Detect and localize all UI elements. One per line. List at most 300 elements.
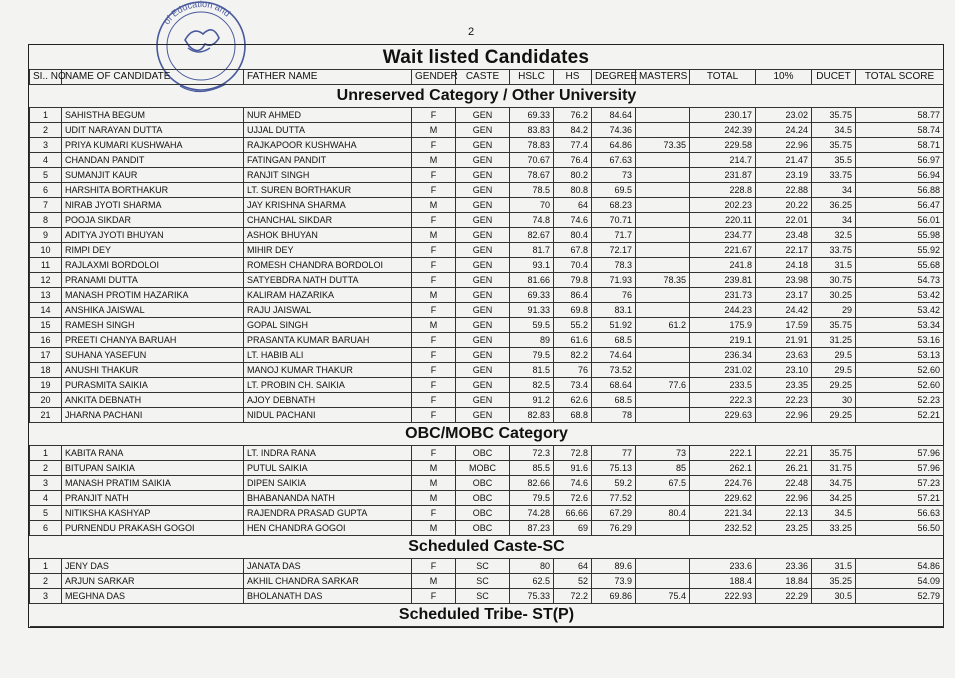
caste-cell: OBC xyxy=(456,521,510,536)
ten-percent-cell: 17.59 xyxy=(756,318,812,333)
ducet-cell: 33.75 xyxy=(812,168,856,183)
gender-cell: M xyxy=(412,461,456,476)
hslc-cell: 78.5 xyxy=(510,183,554,198)
total-score-cell: 53.42 xyxy=(856,303,944,318)
total-cell: 175.9 xyxy=(690,318,756,333)
caste-cell: OBC xyxy=(456,506,510,521)
father-name-cell: RAJKAPOOR KUSHWAHA xyxy=(244,138,412,153)
table-row xyxy=(30,408,944,423)
hslc-cell: 89 xyxy=(510,333,554,348)
caste-cell: GEN xyxy=(456,408,510,423)
table-row xyxy=(30,303,944,318)
caste-cell: GEN xyxy=(456,333,510,348)
table-row xyxy=(30,476,944,491)
caste-cell: GEN xyxy=(456,168,510,183)
total-score-cell: 56.97 xyxy=(856,153,944,168)
sl-no-cell: 2 xyxy=(30,123,62,138)
hslc-cell: 69.33 xyxy=(510,288,554,303)
masters-cell: 73.35 xyxy=(636,138,690,153)
father-name-cell: BHABANANDA NATH xyxy=(244,491,412,506)
hslc-cell: 83.83 xyxy=(510,123,554,138)
total-cell: 222.1 xyxy=(690,446,756,461)
ducet-cell: 31.5 xyxy=(812,258,856,273)
sl-no-cell: 4 xyxy=(30,491,62,506)
total-cell: 231.73 xyxy=(690,288,756,303)
candidate-name-cell: HARSHITA BORTHAKUR xyxy=(62,183,244,198)
caste-cell: MOBC xyxy=(456,461,510,476)
hs-cell: 91.6 xyxy=(554,461,592,476)
caste-cell: GEN xyxy=(456,363,510,378)
table-row xyxy=(30,363,944,378)
father-name-cell: HEN CHANDRA GOGOI xyxy=(244,521,412,536)
candidate-name-cell: PREETI CHANYA BARUAH xyxy=(62,333,244,348)
hslc-cell: 59.5 xyxy=(510,318,554,333)
hs-cell: 80.4 xyxy=(554,228,592,243)
masters-cell xyxy=(636,363,690,378)
caste-cell: OBC xyxy=(456,476,510,491)
hslc-cell: 72.3 xyxy=(510,446,554,461)
caste-cell: OBC xyxy=(456,491,510,506)
table-row xyxy=(30,198,944,213)
degree-cell: 51.92 xyxy=(592,318,636,333)
hs-cell: 84.2 xyxy=(554,123,592,138)
total-score-cell: 52.60 xyxy=(856,378,944,393)
hs-cell: 62.6 xyxy=(554,393,592,408)
total-cell: 239.81 xyxy=(690,273,756,288)
table-row xyxy=(30,243,944,258)
degree-cell: 74.36 xyxy=(592,123,636,138)
gender-cell: F xyxy=(412,363,456,378)
masters-cell xyxy=(636,521,690,536)
ten-percent-cell: 22.29 xyxy=(756,589,812,604)
candidate-name-cell: JENY DAS xyxy=(62,559,244,574)
ducet-cell: 34.75 xyxy=(812,476,856,491)
ducet-cell: 31.25 xyxy=(812,333,856,348)
gender-cell: F xyxy=(412,108,456,123)
ducet-cell: 30.25 xyxy=(812,288,856,303)
hs-cell: 82.2 xyxy=(554,348,592,363)
degree-cell: 68.64 xyxy=(592,378,636,393)
hs-cell: 70.4 xyxy=(554,258,592,273)
hs-cell: 69 xyxy=(554,521,592,536)
total-cell: 231.02 xyxy=(690,363,756,378)
ducet-cell: 33.25 xyxy=(812,521,856,536)
sl-no-cell: 19 xyxy=(30,378,62,393)
sl-no-cell: 13 xyxy=(30,288,62,303)
ten-percent-cell: 23.35 xyxy=(756,378,812,393)
candidate-name-cell: SAHISTHA BEGUM xyxy=(62,108,244,123)
ten-percent-cell: 21.91 xyxy=(756,333,812,348)
ten-percent-cell: 23.17 xyxy=(756,288,812,303)
total-score-cell: 55.92 xyxy=(856,243,944,258)
caste-cell: GEN xyxy=(456,183,510,198)
sl-no-cell: 7 xyxy=(30,198,62,213)
masters-cell xyxy=(636,333,690,348)
father-name-cell: PRASANTA KUMAR BARUAH xyxy=(244,333,412,348)
hslc-cell: 81.5 xyxy=(510,363,554,378)
sl-no-cell: 17 xyxy=(30,348,62,363)
hslc-cell: 87.23 xyxy=(510,521,554,536)
hslc-cell: 82.83 xyxy=(510,408,554,423)
ducet-cell: 35.5 xyxy=(812,153,856,168)
degree-cell: 74.64 xyxy=(592,348,636,363)
degree-cell: 68.5 xyxy=(592,393,636,408)
ducet-cell: 33.75 xyxy=(812,243,856,258)
sl-no-cell: 15 xyxy=(30,318,62,333)
hslc-cell: 80 xyxy=(510,559,554,574)
hslc-cell: 93.1 xyxy=(510,258,554,273)
gender-cell: F xyxy=(412,348,456,363)
masters-cell xyxy=(636,123,690,138)
total-cell: 188.4 xyxy=(690,574,756,589)
total-cell: 231.87 xyxy=(690,168,756,183)
hs-cell: 69.8 xyxy=(554,303,592,318)
father-name-cell: PUTUL SAIKIA xyxy=(244,461,412,476)
table-row xyxy=(30,123,944,138)
total-score-cell: 57.23 xyxy=(856,476,944,491)
ten-percent-cell: 22.01 xyxy=(756,213,812,228)
total-cell: 229.63 xyxy=(690,408,756,423)
hslc-cell: 78.67 xyxy=(510,168,554,183)
degree-cell: 68.5 xyxy=(592,333,636,348)
total-score-cell: 53.16 xyxy=(856,333,944,348)
sl-no-cell: 12 xyxy=(30,273,62,288)
col-header-sl-no: SI.. NO xyxy=(30,70,62,85)
col-header-total-score: TOTAL SCORE xyxy=(856,70,944,85)
total-cell: 224.76 xyxy=(690,476,756,491)
svg-text:of Education and xyxy=(162,0,233,26)
degree-cell: 72.17 xyxy=(592,243,636,258)
total-score-cell: 58.74 xyxy=(856,123,944,138)
waitlist-sheet xyxy=(28,44,944,628)
total-cell: 221.34 xyxy=(690,506,756,521)
total-score-cell: 54.09 xyxy=(856,574,944,589)
table-row xyxy=(30,574,944,589)
gender-cell: F xyxy=(412,408,456,423)
sl-no-cell: 16 xyxy=(30,333,62,348)
total-cell: 236.34 xyxy=(690,348,756,363)
ten-percent-cell: 22.96 xyxy=(756,138,812,153)
gender-cell: F xyxy=(412,303,456,318)
masters-cell xyxy=(636,393,690,408)
candidate-name-cell: ANSHIKA JAISWAL xyxy=(62,303,244,318)
ten-percent-cell: 23.10 xyxy=(756,363,812,378)
total-score-cell: 52.21 xyxy=(856,408,944,423)
ducet-cell: 31.5 xyxy=(812,559,856,574)
caste-cell: GEN xyxy=(456,258,510,273)
masters-cell: 61.2 xyxy=(636,318,690,333)
father-name-cell: FATINGAN PANDIT xyxy=(244,153,412,168)
caste-cell: GEN xyxy=(456,108,510,123)
page-title: Wait listed Candidates xyxy=(382,47,590,68)
total-cell: 222.3 xyxy=(690,393,756,408)
col-header-hs: HS xyxy=(554,70,592,85)
hslc-cell: 79.5 xyxy=(510,491,554,506)
candidate-name-cell: ANUSHI THAKUR xyxy=(62,363,244,378)
gender-cell: M xyxy=(412,198,456,213)
ducet-cell: 29.5 xyxy=(812,363,856,378)
hs-cell: 72.6 xyxy=(554,491,592,506)
ten-percent-cell: 22.17 xyxy=(756,243,812,258)
degree-cell: 69.5 xyxy=(592,183,636,198)
total-score-cell: 52.60 xyxy=(856,363,944,378)
total-score-cell: 56.94 xyxy=(856,168,944,183)
father-name-cell: BHOLANATH DAS xyxy=(244,589,412,604)
degree-cell: 84.64 xyxy=(592,108,636,123)
total-score-cell: 57.21 xyxy=(856,491,944,506)
total-score-cell: 53.42 xyxy=(856,288,944,303)
masters-cell xyxy=(636,491,690,506)
gender-cell: M xyxy=(412,476,456,491)
degree-cell: 77.52 xyxy=(592,491,636,506)
table-row xyxy=(30,168,944,183)
gender-cell: M xyxy=(412,318,456,333)
total-score-cell: 53.13 xyxy=(856,348,944,363)
hslc-cell: 82.67 xyxy=(510,228,554,243)
hs-cell: 79.8 xyxy=(554,273,592,288)
masters-cell xyxy=(636,108,690,123)
hslc-cell: 70 xyxy=(510,198,554,213)
degree-cell: 71.7 xyxy=(592,228,636,243)
table-row xyxy=(30,348,944,363)
ten-percent-cell: 24.24 xyxy=(756,123,812,138)
total-cell: 234.77 xyxy=(690,228,756,243)
ducet-cell: 35.75 xyxy=(812,446,856,461)
col-header-gender: GENDER xyxy=(412,70,456,85)
hslc-cell: 81.7 xyxy=(510,243,554,258)
total-score-cell: 55.68 xyxy=(856,258,944,273)
ten-percent-cell: 24.42 xyxy=(756,303,812,318)
seal-text: of Education and xyxy=(161,0,233,27)
table-row xyxy=(30,506,944,521)
table-row xyxy=(30,446,944,461)
sl-no-cell: 20 xyxy=(30,393,62,408)
gender-cell: F xyxy=(412,258,456,273)
masters-cell: 78.35 xyxy=(636,273,690,288)
sl-no-cell: 2 xyxy=(30,461,62,476)
masters-cell xyxy=(636,303,690,318)
sl-no-cell: 4 xyxy=(30,153,62,168)
total-score-cell: 57.96 xyxy=(856,461,944,476)
ten-percent-cell: 23.25 xyxy=(756,521,812,536)
total-cell: 222.93 xyxy=(690,589,756,604)
table-row xyxy=(30,258,944,273)
hs-cell: 76.4 xyxy=(554,153,592,168)
total-score-cell: 58.71 xyxy=(856,138,944,153)
father-name-cell: RANJIT SINGH xyxy=(244,168,412,183)
sl-no-cell: 5 xyxy=(30,168,62,183)
ducet-cell: 35.75 xyxy=(812,318,856,333)
hslc-cell: 75.33 xyxy=(510,589,554,604)
candidate-name-cell: SUMANJIT KAUR xyxy=(62,168,244,183)
hslc-cell: 81.66 xyxy=(510,273,554,288)
degree-cell: 67.29 xyxy=(592,506,636,521)
table-row xyxy=(30,521,944,536)
gender-cell: F xyxy=(412,393,456,408)
gender-cell: F xyxy=(412,446,456,461)
hslc-cell: 69.33 xyxy=(510,108,554,123)
total-cell: 242.39 xyxy=(690,123,756,138)
section-title: Scheduled Tribe- ST(P) xyxy=(30,604,944,627)
table-row xyxy=(30,393,944,408)
total-cell: 228.8 xyxy=(690,183,756,198)
total-score-cell: 57.96 xyxy=(856,446,944,461)
masters-cell xyxy=(636,288,690,303)
table-row xyxy=(30,183,944,198)
candidate-name-cell: SUHANA YASEFUN xyxy=(62,348,244,363)
total-cell: 232.52 xyxy=(690,521,756,536)
ten-percent-cell: 22.96 xyxy=(756,408,812,423)
hs-cell: 55.2 xyxy=(554,318,592,333)
hslc-cell: 78.83 xyxy=(510,138,554,153)
hslc-cell: 85.5 xyxy=(510,461,554,476)
candidate-name-cell: ADITYA JYOTI BHUYAN xyxy=(62,228,244,243)
masters-cell xyxy=(636,198,690,213)
gender-cell: F xyxy=(412,506,456,521)
candidate-name-cell: PRANAMI DUTTA xyxy=(62,273,244,288)
father-name-cell: ROMESH CHANDRA BORDOLOI xyxy=(244,258,412,273)
hslc-cell: 74.8 xyxy=(510,213,554,228)
total-cell: 233.5 xyxy=(690,378,756,393)
hs-cell: 76.2 xyxy=(554,108,592,123)
page-number: 2 xyxy=(468,26,475,38)
ducet-cell: 32.5 xyxy=(812,228,856,243)
ten-percent-cell: 22.88 xyxy=(756,183,812,198)
degree-cell: 71.93 xyxy=(592,273,636,288)
col-header-hslc: HSLC xyxy=(510,70,554,85)
ten-percent-cell: 22.48 xyxy=(756,476,812,491)
section-title: OBC/MOBC Category xyxy=(30,423,944,446)
degree-cell: 73 xyxy=(592,168,636,183)
hs-cell: 61.6 xyxy=(554,333,592,348)
masters-cell xyxy=(636,228,690,243)
total-score-cell: 52.79 xyxy=(856,589,944,604)
candidate-name-cell: JHARNA PACHANI xyxy=(62,408,244,423)
caste-cell: GEN xyxy=(456,273,510,288)
masters-cell: 75.4 xyxy=(636,589,690,604)
ducet-cell: 35.75 xyxy=(812,108,856,123)
father-name-cell: ASHOK BHUYAN xyxy=(244,228,412,243)
col-header-degree: DEGREE xyxy=(592,70,636,85)
ten-percent-cell: 22.96 xyxy=(756,491,812,506)
father-name-cell: MANOJ KUMAR THAKUR xyxy=(244,363,412,378)
hs-cell: 80.8 xyxy=(554,183,592,198)
masters-cell xyxy=(636,243,690,258)
degree-cell: 75.13 xyxy=(592,461,636,476)
father-name-cell: RAJU JAISWAL xyxy=(244,303,412,318)
total-score-cell: 56.63 xyxy=(856,506,944,521)
ten-percent-cell: 22.23 xyxy=(756,393,812,408)
candidate-name-cell: NIRAB JYOTI SHARMA xyxy=(62,198,244,213)
total-cell: 229.58 xyxy=(690,138,756,153)
ducet-cell: 34.5 xyxy=(812,123,856,138)
total-score-cell: 56.47 xyxy=(856,198,944,213)
father-name-cell: LT. SUREN BORTHAKUR xyxy=(244,183,412,198)
degree-cell: 73.52 xyxy=(592,363,636,378)
ducet-cell: 30.5 xyxy=(812,589,856,604)
hs-cell: 68.8 xyxy=(554,408,592,423)
degree-cell: 64.86 xyxy=(592,138,636,153)
gender-cell: F xyxy=(412,559,456,574)
table-row xyxy=(30,461,944,476)
ducet-cell: 36.25 xyxy=(812,198,856,213)
col-header-ducet: DUCET xyxy=(812,70,856,85)
candidate-name-cell: ARJUN SARKAR xyxy=(62,574,244,589)
sl-no-cell: 10 xyxy=(30,243,62,258)
degree-cell: 76 xyxy=(592,288,636,303)
hslc-cell: 91.2 xyxy=(510,393,554,408)
section-header-row xyxy=(30,423,944,446)
col-header-father: FATHER NAME xyxy=(244,70,412,85)
gender-cell: M xyxy=(412,521,456,536)
degree-cell: 68.23 xyxy=(592,198,636,213)
ten-percent-cell: 20.22 xyxy=(756,198,812,213)
caste-cell: GEN xyxy=(456,348,510,363)
total-score-cell: 56.50 xyxy=(856,521,944,536)
ducet-cell: 30 xyxy=(812,393,856,408)
masters-cell: 85 xyxy=(636,461,690,476)
candidate-name-cell: UDIT NARAYAN DUTTA xyxy=(62,123,244,138)
degree-cell: 83.1 xyxy=(592,303,636,318)
father-name-cell: AKHIL CHANDRA SARKAR xyxy=(244,574,412,589)
gender-cell: F xyxy=(412,243,456,258)
candidate-name-cell: RIMPI DEY xyxy=(62,243,244,258)
ducet-cell: 31.75 xyxy=(812,461,856,476)
ten-percent-cell: 22.21 xyxy=(756,446,812,461)
ducet-cell: 34.5 xyxy=(812,506,856,521)
hs-cell: 74.6 xyxy=(554,476,592,491)
degree-cell: 73.9 xyxy=(592,574,636,589)
sl-no-cell: 14 xyxy=(30,303,62,318)
gender-cell: M xyxy=(412,123,456,138)
masters-cell xyxy=(636,183,690,198)
sl-no-cell: 6 xyxy=(30,183,62,198)
total-cell: 233.6 xyxy=(690,559,756,574)
caste-cell: GEN xyxy=(456,288,510,303)
father-name-cell: NIDUL PACHANI xyxy=(244,408,412,423)
ducet-cell: 29.25 xyxy=(812,408,856,423)
caste-cell: GEN xyxy=(456,318,510,333)
father-name-cell: JAY KRISHNA SHARMA xyxy=(244,198,412,213)
hs-cell: 72.8 xyxy=(554,446,592,461)
hs-cell: 73.4 xyxy=(554,378,592,393)
candidate-name-cell: RAJLAXMI BORDOLOI xyxy=(62,258,244,273)
gender-cell: F xyxy=(412,378,456,393)
ducet-cell: 35.75 xyxy=(812,138,856,153)
masters-cell xyxy=(636,408,690,423)
candidate-name-cell: PURASMITA SAIKIA xyxy=(62,378,244,393)
degree-cell: 69.86 xyxy=(592,589,636,604)
degree-cell: 76.29 xyxy=(592,521,636,536)
caste-cell: SC xyxy=(456,589,510,604)
candidate-name-cell: NITIKSHA KASHYAP xyxy=(62,506,244,521)
table-row xyxy=(30,318,944,333)
father-name-cell: LT. INDRA RANA xyxy=(244,446,412,461)
caste-cell: GEN xyxy=(456,198,510,213)
hs-cell: 66.66 xyxy=(554,506,592,521)
candidate-name-cell: RAMESH SINGH xyxy=(62,318,244,333)
table-body xyxy=(30,85,944,627)
ten-percent-cell: 18.84 xyxy=(756,574,812,589)
degree-cell: 78 xyxy=(592,408,636,423)
father-name-cell: MIHIR DEY xyxy=(244,243,412,258)
sl-no-cell: 3 xyxy=(30,589,62,604)
gender-cell: F xyxy=(412,138,456,153)
masters-cell: 80.4 xyxy=(636,506,690,521)
hslc-cell: 70.67 xyxy=(510,153,554,168)
ten-percent-cell: 23.98 xyxy=(756,273,812,288)
candidate-name-cell: PRIYA KUMARI KUSHWAHA xyxy=(62,138,244,153)
